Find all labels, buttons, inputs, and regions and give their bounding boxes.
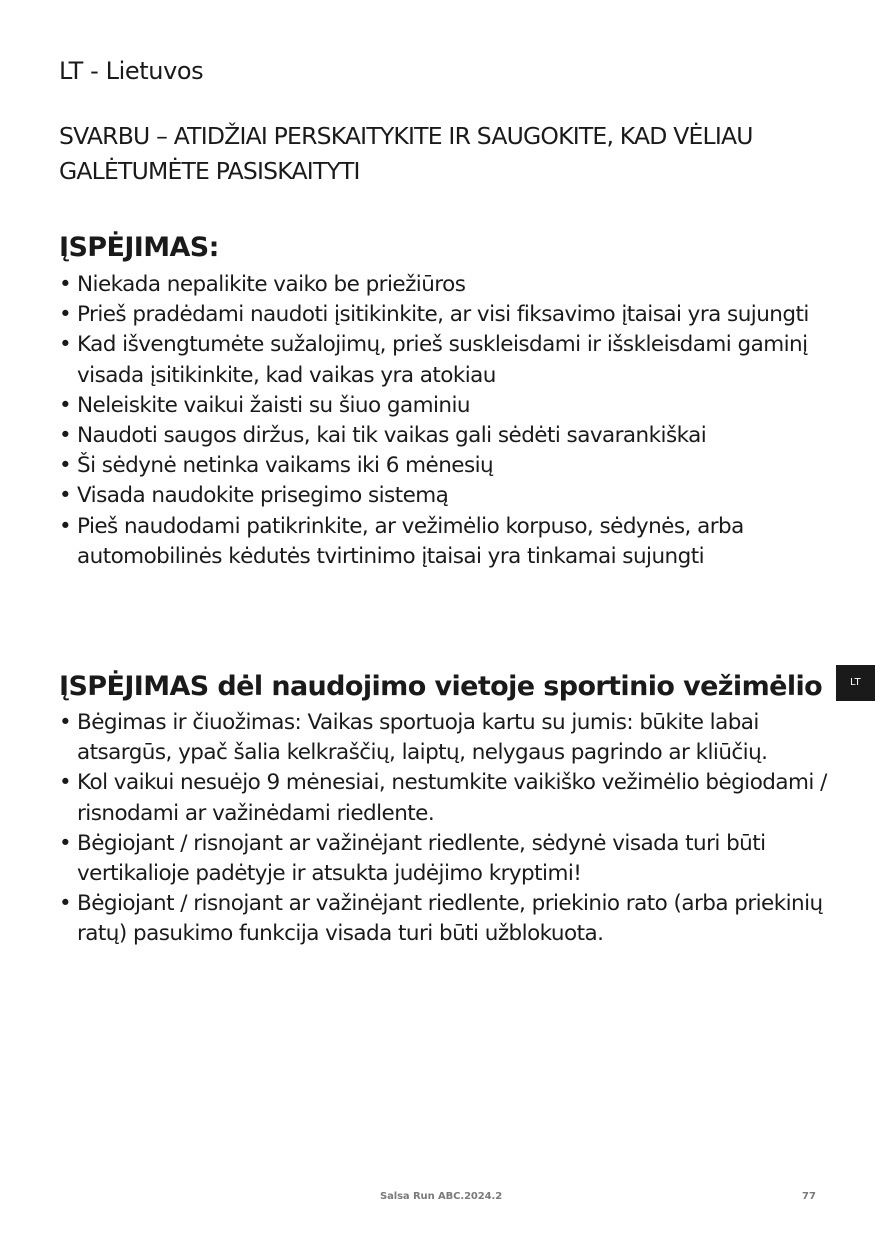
list-item [59, 768, 829, 828]
jogging-warning-section [59, 666, 829, 950]
list-item [59, 391, 829, 421]
footer-page-number: 77 [802, 1191, 816, 1202]
list-item [59, 708, 829, 768]
list-item-text: Prieš pradėdami naudoti įsitikinkite, ar visi fiksavimo įtaisai yra sujungti [77, 302, 809, 328]
list-item [59, 300, 829, 330]
list-item [59, 512, 829, 572]
bullet-icon: • [59, 483, 72, 509]
bullet-icon: • [59, 302, 72, 328]
list-item [59, 451, 829, 481]
bullet-icon: • [59, 710, 72, 735]
list-item-text: Ši sėdynė netinka vaikams iki 6 mėnesių [77, 453, 494, 479]
list-item-text: Kol vaikui nesuėjo 9 mėnesiai, nestumkite vaikiško vežimėlio bėgiodami / risnodami ar važinėdami riedlente. [77, 770, 827, 826]
bullet-icon: • [59, 770, 72, 796]
general-warning-section [59, 226, 829, 572]
list-item-text: Pieš naudodami patikrinkite, ar vežimėlio korpuso, sėdynės, arba automobilinės kėdutės tvirtinimo įtaisai yra tinkamai sujungti [77, 513, 744, 569]
bullet-icon: • [59, 830, 72, 856]
list-item-text: Neleiskite vaikui žaisti su šiuo gaminiu [77, 392, 470, 418]
list-item-text: Bėgiojant / risnojant ar važinėjant riedlente, priekinio rato (arba priekinių ratų) pasukimo funkcija visada turi būti užblokuota. [77, 891, 823, 947]
bullet-icon: • [59, 332, 72, 358]
list-item [59, 829, 829, 889]
important-notice: SVARBU – ATIDŽIAI PERSKAITYKITE IR SAUGOKITE, KAD VĖLIAU GALĖTUMĖTE PASISKAITYTI [59, 122, 753, 185]
jogging-warning-list [59, 708, 829, 950]
list-item-text: Bėgimas ir čiuožimas: Vaikas sportuoja kartu su jumis: būkite labai atsargūs, ypač šalia kelkraščių, laiptų, nelygaus pagrindo ar kliūčių. [77, 710, 768, 766]
list-item [59, 270, 829, 300]
list-item-text: Kad išvengtumėte sužalojimų, prieš suskleisdami ir išskleisdami gaminį visada įsitikinkite, kad vaikas yra atokiau [77, 332, 808, 388]
bullet-icon: • [59, 272, 72, 297]
list-item-text: Naudoti saugos diržus, kai tik vaikas gali sėdėti savarankiškai [77, 423, 707, 449]
bullet-icon: • [59, 392, 72, 418]
list-item-text: Visada naudokite prisegimo sistemą [77, 483, 449, 509]
bullet-icon: • [59, 453, 72, 479]
list-item-text: Bėgiojant / risnojant ar važinėjant riedlente, sėdynė visada turi būti vertikalioje padėtyje ir atsukta judėjimo kryptimi! [77, 830, 766, 887]
bullet-icon: • [59, 513, 72, 539]
jogging-warning-heading: ĮSPĖJIMAS dėl naudojimo vietoje sportinio vežimėlio [59, 671, 823, 702]
list-item [59, 421, 829, 451]
language-side-tab: LT [836, 665, 875, 701]
bullet-icon: • [59, 423, 72, 449]
list-item [59, 889, 829, 949]
list-item [59, 330, 829, 390]
general-warning-heading: ĮSPĖJIMAS: [59, 232, 219, 263]
list-item [59, 481, 829, 511]
bullet-icon: • [59, 891, 72, 917]
general-warning-list [59, 270, 829, 572]
list-item-text: Niekada nepalikite vaiko be priežiūros [77, 272, 466, 297]
footer-document-name: Salsa Run ABC.2024.2 [380, 1191, 503, 1202]
page-language-title: LT - Lietuvos [59, 57, 204, 85]
